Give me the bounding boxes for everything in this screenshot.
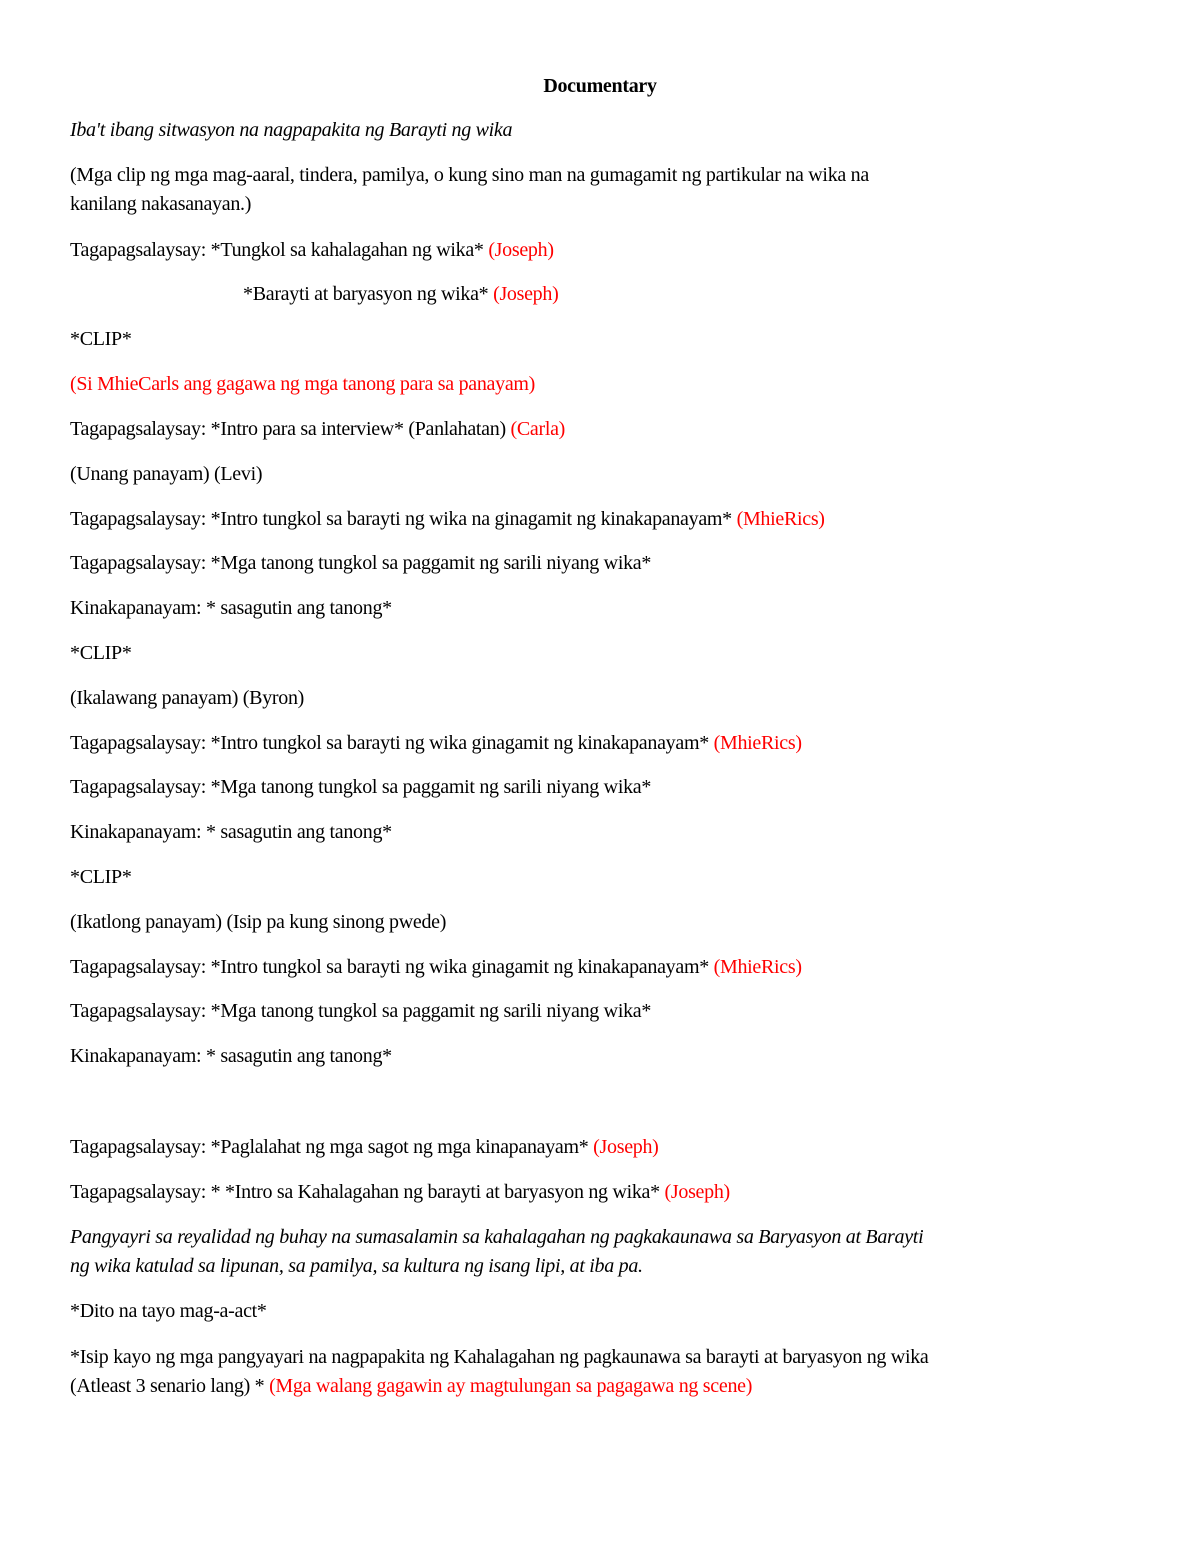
script-line bbox=[70, 415, 565, 443]
script-line: Tagapagsalaysay: *Mga tanong tungkol sa paggamit ng sarili niyang wika* bbox=[70, 552, 652, 574]
script-line: Tagapagsalaysay: *Mga tanong tungkol sa paggamit ng sarili niyang wika* bbox=[70, 776, 652, 798]
assignee-note: (Joseph) bbox=[664, 1181, 730, 1203]
reality-line-2: ng wika katulad sa lipunan, sa pamilya, sa kultura ng isang lipi, at iba pa. bbox=[70, 1255, 643, 1277]
clip-marker: *CLIP* bbox=[70, 642, 132, 664]
script-line: Kinakapanayam: * sasagutin ang tanong* bbox=[70, 597, 392, 619]
line-text: Tagapagsalaysay: *Intro tungkol sa barayti ng wika na ginagamit ng kinakapanayam* bbox=[70, 508, 737, 530]
interview-heading: (Ikalawang panayam) (Byron) bbox=[70, 687, 305, 709]
script-line bbox=[70, 953, 802, 981]
assignee-note: (Mga walang gagawin ay magtulungan sa pagagawa ng scene) bbox=[269, 1375, 753, 1397]
script-line bbox=[70, 729, 802, 757]
script-line: Kinakapanayam: * sasagutin ang tanong* bbox=[70, 821, 392, 843]
line-text: Tagapagsalaysay: *Tungkol sa kahalagahan ng wika* bbox=[70, 239, 489, 261]
line-text: *Barayti at baryasyon ng wika* bbox=[243, 283, 494, 305]
interview-heading: (Unang panayam) (Levi) bbox=[70, 463, 263, 485]
script-line bbox=[70, 1178, 730, 1206]
intro-line-1: (Mga clip ng mga mag-aaral, tindera, pamilya, o kung sino man na gumagamit ng partikular na wika na bbox=[70, 164, 869, 186]
think-line-2 bbox=[70, 1372, 752, 1400]
document-subtitle: Iba't ibang sitwasyon na nagpapakita ng Barayti ng wika bbox=[70, 119, 513, 141]
line-text: Tagapagsalaysay: *Intro tungkol sa barayti ng wika ginagamit ng kinakapanayam* bbox=[70, 732, 714, 754]
think-line-1: *Isip kayo ng mga pangyayari na nagpapakita ng Kahalagahan ng pagkaunawa sa barayti at baryasyon ng wika bbox=[70, 1346, 929, 1368]
intro-line-2: kanilang nakasanayan.) bbox=[70, 193, 252, 215]
script-line bbox=[70, 1133, 659, 1161]
assignment-note: (Si MhieCarls ang gagawa ng mga tanong para sa panayam) bbox=[70, 373, 536, 395]
clip-marker: *CLIP* bbox=[70, 328, 132, 350]
line-text: Tagapagsalaysay: *Intro para sa interview* (Panlahatan) bbox=[70, 418, 511, 440]
act-line: *Dito na tayo mag-a-act* bbox=[70, 1300, 267, 1322]
script-line: Tagapagsalaysay: *Mga tanong tungkol sa paggamit ng sarili niyang wika* bbox=[70, 1000, 652, 1022]
assignee-note: (Joseph) bbox=[488, 239, 554, 261]
script-line bbox=[70, 505, 825, 533]
assignee-note: (Carla) bbox=[510, 418, 566, 440]
clip-marker: *CLIP* bbox=[70, 866, 132, 888]
assignee-note: (MhieRics) bbox=[736, 508, 825, 530]
document-title: Documentary bbox=[543, 75, 657, 97]
reality-line-1: Pangyayri sa reyalidad ng buhay na sumasalamin sa kahalagahan ng pagkakaunawa sa Baryasyon at Barayti bbox=[70, 1226, 924, 1248]
assignee-note: (Joseph) bbox=[493, 283, 559, 305]
assignee-note: (Joseph) bbox=[593, 1136, 659, 1158]
script-line bbox=[243, 280, 558, 308]
line-text: (Atleast 3 senario lang) * bbox=[70, 1375, 270, 1397]
assignee-note: (MhieRics) bbox=[713, 732, 802, 754]
line-text: Tagapagsalaysay: *Paglalahat ng mga sagot ng mga kinapanayam* bbox=[70, 1136, 594, 1158]
interview-heading: (Ikatlong panayam) (Isip pa kung sinong pwede) bbox=[70, 911, 447, 933]
assignee-note: (MhieRics) bbox=[713, 956, 802, 978]
line-text: Tagapagsalaysay: *Intro tungkol sa barayti ng wika ginagamit ng kinakapanayam* bbox=[70, 956, 714, 978]
line-text: Tagapagsalaysay: * *Intro sa Kahalagahan ng barayti at baryasyon ng wika* bbox=[70, 1181, 665, 1203]
script-line bbox=[70, 236, 554, 264]
script-line: Kinakapanayam: * sasagutin ang tanong* bbox=[70, 1045, 392, 1067]
